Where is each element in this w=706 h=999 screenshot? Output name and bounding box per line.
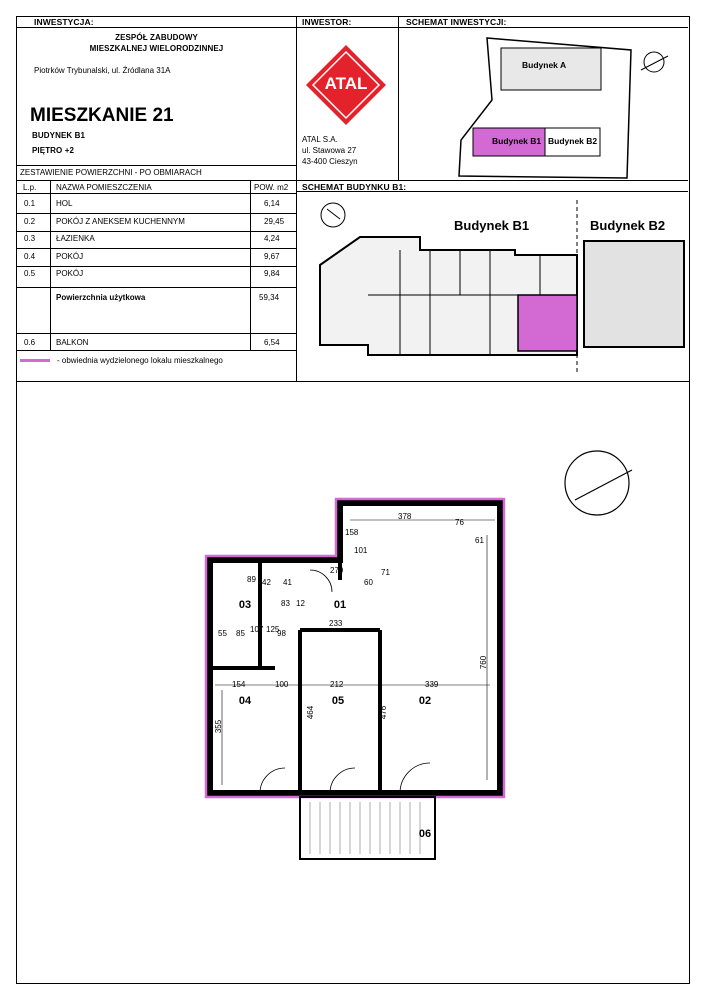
investor-name: ATAL S.A. [302, 135, 338, 144]
col-lp: L.p. [23, 183, 37, 192]
summary-row-lp: 0.5 [24, 269, 36, 278]
room-05: 05 [331, 695, 345, 707]
row-divider [16, 266, 297, 267]
dim-12: 12 [296, 599, 305, 608]
summary-row-area: 29,45 [264, 216, 285, 226]
address: Piotrków Trybunalski, ul. Źródlana 31A [34, 66, 171, 75]
summary-row-lp: 0.2 [24, 216, 36, 226]
summary-row-area: 9,67 [264, 251, 280, 261]
dim-101: 101 [354, 546, 368, 555]
dim-233: 233 [329, 619, 343, 628]
dim-100: 100 [275, 680, 289, 689]
row-divider [16, 231, 297, 232]
investment-scheme-map [399, 28, 688, 180]
room-03: 03 [238, 599, 252, 611]
usable-value: 59,34 [259, 293, 280, 302]
dim-125: 125 [266, 625, 280, 634]
dim-83: 83 [281, 599, 290, 608]
summary-row-area: 6,14 [264, 199, 280, 208]
dim-107: 107 [250, 625, 264, 634]
investor-street: ul. Stawowa 27 [302, 146, 357, 155]
atal-logo-text: ATAL [324, 74, 368, 93]
summary-row-lp: 0.3 [24, 234, 36, 243]
floor-label: PIĘTRO +2 [32, 146, 75, 155]
balcony-name: BALKON [56, 338, 89, 347]
dim-158: 158 [345, 528, 359, 537]
dim-41: 41 [283, 578, 292, 587]
col-area: POW. m2 [254, 183, 289, 192]
summary-row-area: 4,24 [264, 234, 280, 243]
building-scheme-title: SCHEMAT BUDYNKU B1: [302, 182, 407, 192]
dim-760: 760 [479, 655, 489, 670]
room-01: 01 [333, 599, 347, 611]
dim-55: 55 [218, 629, 227, 638]
building-scheme-plan [300, 195, 686, 375]
investor-label: INWESTOR: [302, 17, 352, 27]
scheme-label: SCHEMAT INWESTYCJI: [406, 17, 507, 27]
dim-378: 378 [398, 512, 412, 521]
summary-row-name: HOL [56, 199, 73, 208]
scheme-building-b2: Budynek B2 [548, 136, 598, 146]
legend-swatch [20, 359, 50, 362]
investment-title-1: ZESPÓŁ ZABUDOWY [115, 33, 198, 42]
scheme-building-b1: Budynek B1 [492, 136, 542, 146]
investor-city: 43-400 Cieszyn [302, 157, 358, 166]
legend-text: - obwiednia wydzielonego lokalu mieszkalnego [57, 356, 223, 365]
dim-89: 89 [247, 575, 256, 584]
dim-60: 60 [364, 578, 373, 587]
summary-row-name: POKÓJ Z ANEKSEM KUCHENNYM [56, 216, 185, 226]
dim-339: 339 [425, 680, 439, 689]
apartment-title: MIESZKANIE 21 [30, 105, 174, 126]
building-b2-label: Budynek B2 [590, 218, 666, 233]
summary-title: ZESTAWIENIE POWIERZCHNI - PO OBMIARACH [20, 168, 202, 177]
investment-title-2: MIESZKALNEJ WIELORODZINNEJ [89, 44, 224, 53]
summary-row-area: 9,84 [264, 269, 280, 278]
balcony-lp: 0.6 [24, 338, 36, 347]
dim-98: 98 [277, 629, 286, 638]
col-name: NAZWA POMIESZCZENIA [56, 183, 152, 192]
summary-row-name: POKÓJ [56, 269, 84, 278]
dim-464: 464 [306, 705, 316, 720]
dim-476: 476 [379, 705, 389, 720]
row-divider [16, 248, 297, 249]
dim-85: 85 [236, 629, 245, 638]
dim-76: 76 [455, 518, 464, 527]
building-b1-label: Budynek B1 [454, 218, 530, 233]
room-04: 04 [238, 695, 252, 707]
investment-label: INWESTYCJA: [34, 17, 94, 27]
building-label: BUDYNEK B1 [32, 131, 86, 140]
dim-355: 355 [214, 719, 224, 734]
dim-42: 42 [262, 578, 271, 587]
scheme-building-a: Budynek A [522, 60, 567, 70]
row-divider [16, 213, 297, 214]
dim-279: 279 [330, 566, 344, 575]
summary-row-lp: 0.1 [24, 199, 36, 208]
balcony-area: 6,54 [264, 338, 280, 347]
room-06: 06 [418, 828, 432, 840]
dim-212: 212 [330, 680, 344, 689]
room-02: 02 [418, 695, 432, 707]
dim-71: 71 [381, 568, 390, 577]
usable-label: Powierzchnia użytkowa [56, 293, 146, 302]
dim-154: 154 [232, 680, 246, 689]
summary-row-name: POKÓJ [56, 251, 84, 261]
summary-row-name: ŁAZIENKA [56, 234, 95, 243]
apartment-floor-plan [200, 440, 680, 870]
summary-row-lp: 0.4 [24, 251, 36, 261]
dim-61: 61 [475, 536, 484, 545]
